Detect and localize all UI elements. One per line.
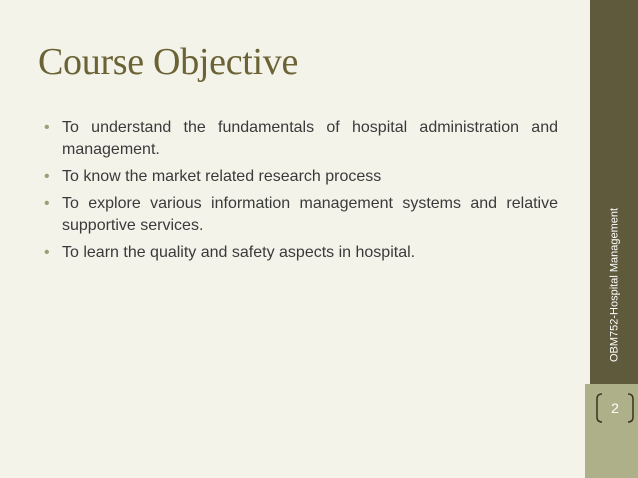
bullet-text: To know the market related research process [62, 168, 382, 185]
bullet-item [44, 242, 558, 264]
page-number-text: 2 [611, 400, 619, 416]
bullet-dot-icon: • [44, 244, 50, 261]
bullet-list [44, 117, 558, 269]
page-number [595, 392, 635, 424]
slide-title: Course Objective [38, 41, 299, 83]
bullet-text: To explore various information management systems and relative supportive services. [62, 195, 558, 234]
bullet-text: To understand the fundamentals of hospital administration and management. [62, 119, 558, 158]
bullet-dot-icon: • [44, 168, 50, 185]
bullet-dot-icon: • [44, 119, 50, 136]
bullet-item [44, 166, 558, 188]
bullet-dot-icon: • [44, 195, 50, 212]
bullet-item [44, 117, 558, 161]
bullet-text: To learn the quality and safety aspects in hospital. [62, 244, 416, 261]
bullet-item [44, 193, 558, 237]
footer-label: OBM752-Hospital Management [608, 207, 621, 363]
